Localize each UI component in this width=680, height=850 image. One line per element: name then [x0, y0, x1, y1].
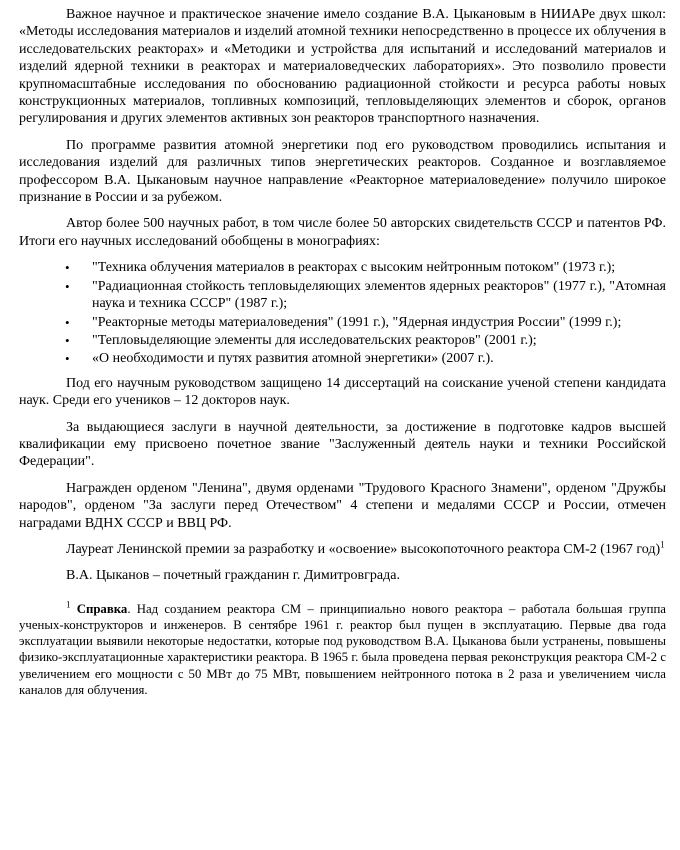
footnote-reference[interactable]: 1	[660, 539, 665, 550]
bullet-icon: •	[65, 314, 70, 330]
footnote-title: Справка	[76, 601, 128, 616]
paragraph-energy-program: По программе развития атомной энергетики под его руководством проводились испытания и исследования изделий для различных типов энергетических реакторов. Созданное и возглавляемое профессором В.А. Цыкановым научное направление «Реакторное материаловедение» получило широкое признание в России и за рубежом.	[19, 137, 666, 206]
monograph-title: "Тепловыделяющие элементы для исследовательских реакторов" (2001 г.);	[92, 332, 537, 348]
lenin-prize-text: Лауреат Ленинской премии за разработку и «освоение» высокопоточного реактора СМ-2 (1967 год)	[66, 541, 661, 557]
monograph-title: "Радиационная стойкость тепловыделяющих элементов ядерных реакторов" (1977 г.), "Атомная наука и техника СССР" (1987 г.);	[92, 278, 666, 312]
paragraph-honorary-citizen: В.А. Цыканов – почетный гражданин г. Димитровграда.	[66, 568, 400, 584]
monograph-title: «О необходимости и путях развития атомной энергетики» (2007 г.).	[92, 351, 494, 367]
footnote-mark: 1	[66, 599, 71, 610]
list-item	[19, 278, 666, 313]
paragraph-awards: Награжден орденом "Ленина", двумя орденами "Трудового Красного Знамени", орденом "Дружбы народов", орденом "За заслуги перед Отечеством" 4 степени и медалями СССР и России, отмечен наградами ВДНХ СССР и ВВЦ РФ.	[19, 480, 666, 531]
paragraph-schools: Важное научное и практическое значение имело создание В.А. Цыкановым в НИИАРе двух школ: «Методы исследования материалов и изделий атомной техники непосредственно в процессе их облучения в исследовательских реакторах» и «Методики и устройства для испытаний и исследований материалов и изделий ядерной техники в реакторах и материаловедческих лабораториях». Это позволило провести крупномасштабные исследования по обоснованию радиационной стойкости и ресурса работы новых конструкционных материалов, топливных композиций, тепловыделяющих элементов и сборок, органов регулирования и других элементов активных зон реакторов транспортного назначения.	[19, 7, 666, 127]
footnote-text: . Над созданием реактора СМ – принципиально нового реактора – работала большая группа ученых-конструкторов и инженеров. В сентябре 1961 г. реактор был пущен в эксплуатацию. Первые два года эксплуатации выявили некоторые недостатки, которые под руководством В.А. Цыканова были устранены, повышены физико-эксплуатационные характеристики реактора. В 1965 г. была проведена первая реконструкция реактора СМ-2 с увеличением его мощности с 50 МВт до 75 МВт, повышением нейтронного потока в 2 раза и увеличением числа каналов для облучения.	[19, 601, 666, 697]
monograph-title: "Реакторные методы материаловедения" (1991 г.), "Ядерная индустрия России" (1999 г.);	[92, 314, 622, 330]
bullet-icon: •	[65, 351, 70, 367]
footnote	[19, 601, 666, 698]
list-item	[19, 332, 666, 349]
list-item	[19, 259, 666, 276]
list-item	[19, 350, 666, 367]
monograph-list	[19, 259, 666, 367]
bullet-icon: •	[65, 332, 70, 348]
paragraph-dissertations: Под его научным руководством защищено 14 диссертаций на соискание ученой степени кандидата наук. Среди его учеников – 12 докторов наук.	[19, 375, 666, 409]
paragraph-honorary-title: За выдающиеся заслуги в научной деятельности, за достижение в подготовке кадров высшей квалификации ему присвоено почетное звание "Заслуженный деятель науки и техники Российской Федерации".	[19, 419, 666, 470]
list-item	[19, 314, 666, 331]
monograph-title: "Техника облучения материалов в реакторах с высоким нейтронным потоком" (1973 г.);	[92, 260, 616, 276]
paragraph-lenin-prize	[19, 541, 666, 558]
paragraph-author-works: Автор более 500 научных работ, в том числе более 50 авторских свидетельств СССР и патентов РФ. Итоги его научных исследований обобщены в монографиях:	[19, 216, 666, 249]
bullet-icon: •	[65, 278, 70, 294]
bullet-icon: •	[65, 260, 70, 276]
